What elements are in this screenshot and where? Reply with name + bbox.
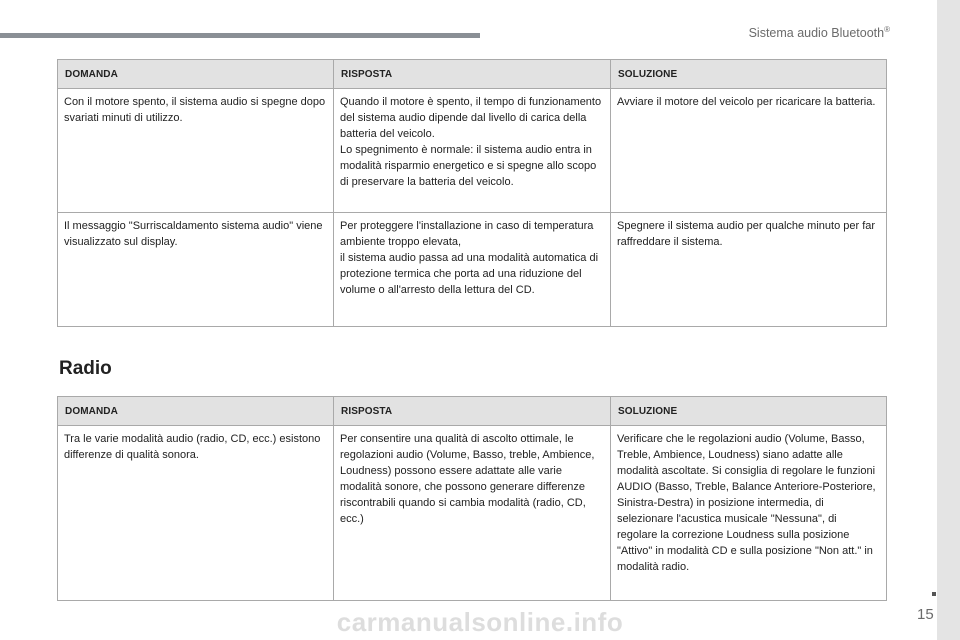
cell-risposta xyxy=(334,213,611,327)
faq-table-audio xyxy=(57,59,887,327)
page-marker-dot xyxy=(932,592,936,596)
column-header-soluzione: SOLUZIONE xyxy=(611,60,887,89)
column-header-domanda: DOMANDA xyxy=(58,60,334,89)
cell-domanda: Tra le varie modalità audio (radio, CD, ecc.) esistono differenze di qualità sonora. xyxy=(58,426,334,601)
header-bar xyxy=(0,33,480,38)
cell-risposta xyxy=(334,89,611,213)
watermark-text: carmanualsonline.info xyxy=(336,606,624,637)
column-header-risposta: RISPOSTA xyxy=(334,397,611,426)
section-title-radio: Radio xyxy=(59,358,112,379)
side-strip xyxy=(937,0,960,640)
column-header-soluzione: SOLUZIONE xyxy=(611,397,887,426)
cell-soluzione: Verificare che le regolazioni audio (Volume, Basso, Treble, Ambience, Loudness) siano adatte alle modalità ascoltate. Si consiglia di regolare le funzioni AUDIO (Basso, Treble, Balance Anteriore-Posteriore, Sinistra-Destra) in posizione intermedia, di selezionare l'acustica musicale "Nessuna", di regolare la correzione Loudness sulla posizione "Attivo" in modalità CD e sulla posizione "Non att." in modalità radio. xyxy=(611,426,887,601)
faq-table-radio xyxy=(57,396,887,601)
column-header-risposta: RISPOSTA xyxy=(334,60,611,89)
cell-domanda: Il messaggio "Surriscaldamento sistema audio" viene visualizzato sul display. xyxy=(58,213,334,327)
table-row xyxy=(58,426,887,601)
cell-soluzione: Avviare il motore del veicolo per ricaricare la batteria. xyxy=(611,89,887,213)
table-row xyxy=(58,89,887,213)
page-header-title: Sistema audio Bluetooth® xyxy=(748,25,890,41)
cell-risposta-line: Quando il motore è spento, il tempo di funzionamento del sistema audio dipende dal livello di carica della batteria del veicolo. xyxy=(340,96,602,140)
cell-risposta-line: il sistema audio passa ad una modalità automatica di protezione termica che porta ad una riduzione del volume o all'arresto della lettura del CD. xyxy=(340,252,599,296)
column-header-domanda: DOMANDA xyxy=(58,397,334,426)
cell-soluzione: Spegnere il sistema audio per qualche minuto per far raffreddare il sistema. xyxy=(611,213,887,327)
cell-risposta: Per consentire una qualità di ascolto ottimale, le regolazioni audio (Volume, Basso, treble, Ambience, Loudness) possono essere adattate alle varie modalità sonore, che possono generare differenze riscontrabili quando si cambia modalità (radio, CD, ecc.) xyxy=(334,426,611,601)
cell-risposta-line: Lo spegnimento è normale: il sistema audio entra in modalità risparmio energetico e si spegne allo scopo di preservare la batteria del veicolo. xyxy=(340,144,597,188)
table-row xyxy=(58,213,887,327)
cell-domanda: Con il motore spento, il sistema audio si spegne dopo svariati minuti di utilizzo. xyxy=(58,89,334,213)
cell-risposta-line: Per proteggere l'installazione in caso di temperatura ambiente troppo elevata, xyxy=(340,220,594,248)
page-number: 15 xyxy=(917,606,934,623)
